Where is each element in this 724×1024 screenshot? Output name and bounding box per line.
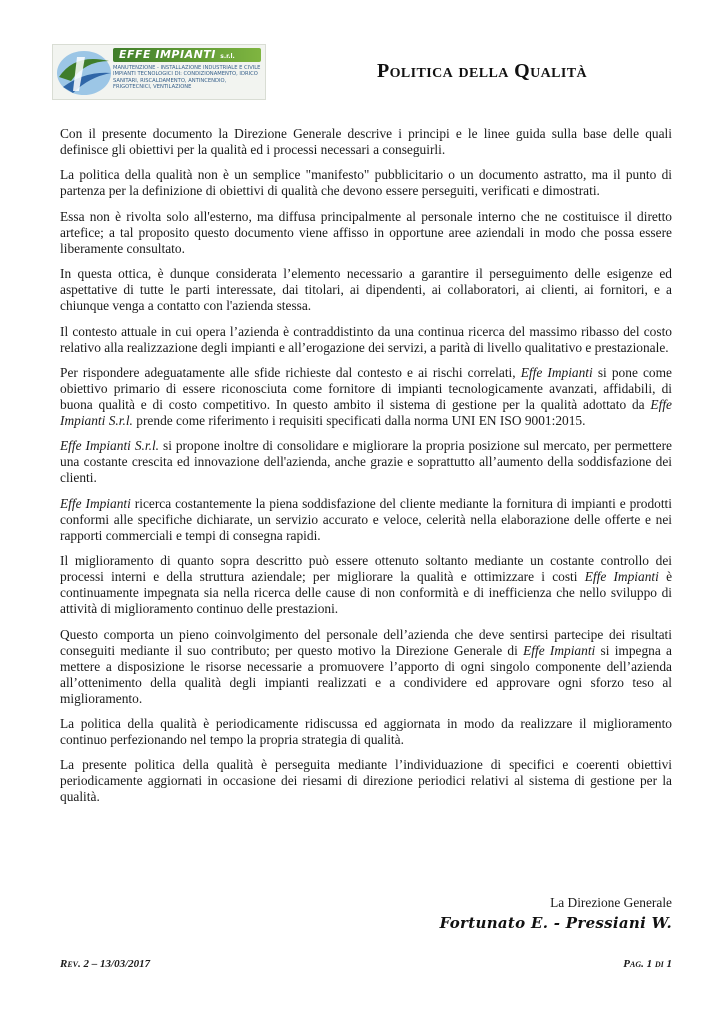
paragraph-text: si propone inoltre di consolidare e migliorare la propria posizione sul mercato, per permettere una costante crescita ed innovazione dell'azienda, anche grazie e soprattutto all’aumento della soddisfazione dei clienti. bbox=[60, 438, 673, 486]
paragraph-text: Per rispondere adeguatamente alle sfide richieste dal contesto e ai rischi correlati, bbox=[60, 364, 521, 380]
company-name-text: Effe Impianti bbox=[60, 495, 131, 511]
paragraph-text: In questa ottica, è dunque considerata l’elemento necessario a garantire il perseguimento delle esigenze ed aspettative di tutte le parti interessate, dai titolari, ai dipendenti, ai collaboratori, ai clienti, ai fornitori, e a chiunque venga a contatto con l'azienda stessa. bbox=[60, 266, 672, 314]
paragraph-text: La politica della qualità non è un semplice "manifesto" pubblicitario o un documento astratto, ma il punto di partenza per la definizione di obiettivi di qualità che devono essere perseguiti, verificati e dimostrati. bbox=[60, 167, 672, 199]
policy-paragraph bbox=[60, 167, 672, 199]
logo-swoosh-icon bbox=[55, 47, 113, 99]
policy-paragraph bbox=[60, 266, 672, 314]
policy-paragraph bbox=[60, 126, 672, 158]
policy-paragraph bbox=[60, 553, 672, 617]
policy-paragraph bbox=[60, 716, 672, 748]
paragraph-text: Essa non è rivolta solo all'esterno, ma diffusa principalmente al personale interno che ne costituisce il diretto artefice; a tal proposito questo documento viene affisso in opportune aree aziendali in modo che possa essere liberamente consultato. bbox=[60, 208, 672, 256]
company-logo bbox=[52, 44, 266, 100]
paragraph-text: La presente politica della qualità è perseguita mediante l’individuazione di specifici e coerenti obiettivi periodicamente aggiornati in occasione dei riesami di direzione periodici relativi al sistema di gestione per la qualità. bbox=[60, 757, 672, 805]
paragraph-text: La politica della qualità è periodicamente ridiscussa ed aggiornata in modo da realizzare il miglioramento continuo perfezionando nel tempo la propria strategia di qualità. bbox=[60, 715, 672, 747]
document-title: Politica della Qualità bbox=[377, 60, 587, 82]
logo-tagline: MANUTENZIONE - INSTALLAZIONE INDUSTRIALE E CIVILE IMPIANTI TECNOLOGICI DI: CONDIZIONAMENTO, IDRICO SANITARI, RISCALDAMENTO, ANTINCENDIO, FRIGOTECNICI, VENTILAZIONE bbox=[113, 65, 261, 91]
policy-paragraph bbox=[60, 627, 672, 707]
signature-office: La Direzione Generale bbox=[550, 895, 672, 910]
policy-paragraph bbox=[60, 438, 672, 486]
revision-label: Rev. 2 – 13/03/2017 bbox=[60, 958, 151, 970]
policy-paragraph bbox=[60, 365, 672, 429]
policy-paragraph bbox=[60, 209, 672, 257]
company-name-text: Effe Impianti bbox=[523, 642, 596, 658]
policy-paragraph bbox=[60, 496, 672, 544]
paragraph-text: Il miglioramento di quanto sopra descritto può essere ottenuto soltanto mediante un costante controllo dei processi interni e della struttura aziendale; per migliorare la qualità e ottimizzare i costi bbox=[60, 553, 672, 585]
paragraph-text: Il contesto attuale in cui opera l’azienda è contraddistinto da una continua ricerca del massimo ribasso del costo relativo alla realizzazione degli impianti e all’erogazione dei servizi, a parità di livello qualitativo e prestazionale. bbox=[60, 323, 672, 355]
paragraph-text: Con il presente documento la Direzione Generale descrive i principi e le linee guida sulla base delle quali definisce gli obiettivi per la qualità ed i processi necessari a conseguirli. bbox=[60, 126, 672, 157]
paragraph-text: prende come riferimento i requisiti specificati dalla norma UNI EN ISO 9001:2015. bbox=[132, 412, 586, 428]
signature-names: Fortunato E. - Pressiani W. bbox=[439, 914, 672, 932]
policy-paragraph bbox=[60, 324, 672, 356]
policy-paragraph bbox=[60, 757, 672, 805]
paragraph-text: si pone come obiettivo primario di essere riconosciuta come fornitore di impianti tecnologicamente avanzati, affidabili, di buona qualità e di costo competitivo. In questo ambito il sistema di gestione per la qualità adottato da bbox=[60, 364, 672, 412]
policy-body bbox=[60, 126, 672, 815]
paragraph-text: ricerca costantemente la piena soddisfazione del cliente mediante la fornitura di impianti e prodotti conformi alle specifiche dichiarate, un servizio accurato e veloce, celerità nella elaborazione delle offerte e nei rapporti commerciali e tempi di consegna rapidi. bbox=[60, 495, 672, 543]
company-name-text: Effe Impianti bbox=[584, 569, 659, 585]
company-name-text: Effe Impianti S.r.l. bbox=[60, 396, 672, 428]
paragraph-text: si impegna a mettere a disposizione le risorse necessarie a promuovere l’apporto di ogni singolo componente dell’azienda all’ottenimento della qualità degli impianti realizzati e a condividere ed approvare ogni sforzo teso al miglioramento. bbox=[60, 642, 672, 706]
paragraph-text: Questo comporta un pieno coinvolgimento del personale dell’azienda che deve sentirsi partecipe dei risultati conseguiti mediante il suo contributo; per questo motivo la Direzione Generale di bbox=[60, 626, 672, 658]
paragraph-text: è continuamente impegnata sia nella ricerca delle cause di non conformità e di inefficienza che nello sviluppo di attività di miglioramento continuo delle prestazioni. bbox=[60, 569, 673, 617]
page-number: Pag. 1 di 1 bbox=[623, 958, 672, 970]
company-name-text: Effe Impianti bbox=[520, 364, 593, 380]
company-name-text: Effe Impianti S.r.l. bbox=[60, 438, 160, 454]
logo-brand-text: EFFE IMPIANTI s.r.l. bbox=[113, 48, 261, 62]
